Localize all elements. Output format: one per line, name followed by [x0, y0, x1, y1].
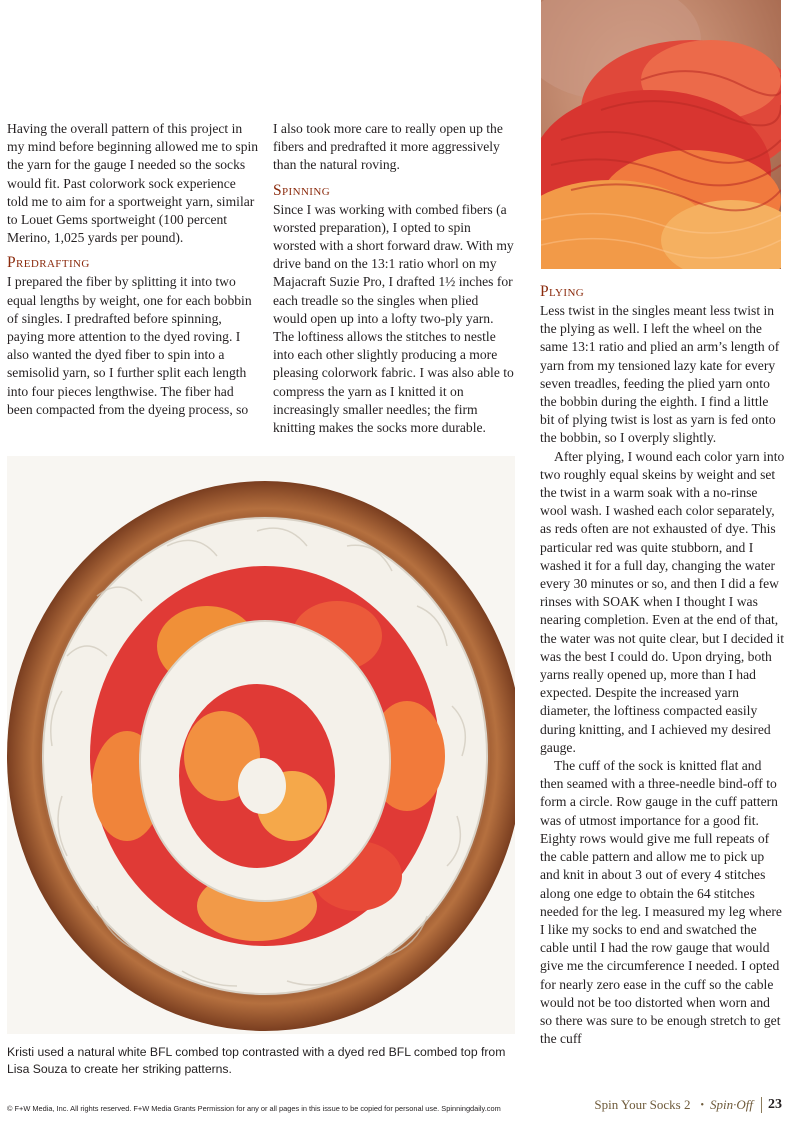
page-number: 23: [761, 1097, 782, 1113]
footer-copyright: © F+W Media, Inc. All rights reserved. F+W Media Grants Permission for any or all pages in this issue to be copied for personal use. Spinningdaily.com: [7, 1104, 501, 1113]
text-column-3: [540, 282, 785, 1048]
predrafting-paragraph: I prepared the fiber by splitting it into two equal lengths by weight, one for each bobbin of singles. I predrafted before spinning, paying more attention to the dyed roving. I also wanted the dyed fiber to spin into a semisolid yarn, so I further split each length into four pieces lengthwise. The fiber had been compacted from the dyeing process, so: [7, 274, 252, 417]
text-column-1: [7, 120, 259, 419]
heading-spinning: Spinning: [273, 181, 331, 199]
yarn-skein-illustration: [541, 0, 781, 269]
plying-paragraph-2: After plying, I wound each color yarn into two roughly equal skeins by weight and set the twist in a warm soak with a no-rinse wool wash. I washed each color separately, as reds often are not exhausted of dye. This particular red was quite stubborn, and I washed it for a full day, changing the water every 30 minutes or so, and then I did a few rinses with SOAK when I thought I was nearing completion. Even at the end of that, the water was not quite clear, but I decided it was the best I could do. Upon drying, both yarns really opened up, more than I had expected. Despite the increased yarn diameter, the loftiness compacted easily during knitting, and I achieved my desired gauge.: [540, 448, 785, 755]
heading-plying: Plying: [540, 283, 585, 300]
predrafting-continuation-paragraph: I also took more care to really open up the fibers and predrafted it more aggressively than the natural roving.: [273, 121, 503, 173]
plying-paragraph-3: The cuff of the sock is knitted flat and then seamed with a three-needle bind-off to form a circle. Row gauge in the cuff pattern was of utmost importance for a good fit. Eighty rows would give me full repeats of the cable pattern and allow me to pick up and knit in about 3 out of every 4 stitches along one edge to obtain the 64 stitches needed for the leg. I measured my leg where I like my socks to end and swatched the cable until I had the row gauge that would give me the circumference I needed. I opted for nearly zero ease in the cuff so the cable would not be too distorted when worn and so there was sure to be enough stretch to get the cuff: [540, 758, 782, 1047]
heading-predrafting: Predrafting: [7, 254, 90, 272]
footer-publication: Spin Your Socks 2: [594, 1097, 691, 1112]
text-column-2: [273, 120, 515, 437]
footer-separator: •: [700, 1099, 705, 1111]
photo-caption: Kristi used a natural white BFL combed top contrasted with a dyed red BFL combed top from Lisa Souza to create her striking patterns.: [7, 1045, 506, 1076]
roving-bowl-photo: [7, 456, 515, 1034]
yarn-skein-photo: [541, 0, 781, 269]
footer-folio: [594, 1097, 782, 1113]
spinning-paragraph: Since I was working with combed fibers (a worsted preparation), I opted to spin worsted with a short forward draw. With my drive band on the 13:1 ratio whorl on my Majacraft Suzie Pro, I drafted 1½ inches for each treadle so the singles when plied would open up into a lofty two-ply yarn. The loftiness allows the stitches to nestle into each other slightly producing a more pleasing colorwork fabric. I was also able to compress the yarn as I knitted it on increasingly smaller needles; the firm knitting makes the socks more durable.: [273, 201, 514, 436]
roving-bowl-illustration: [7, 456, 515, 1034]
footer-magazine: Spin·Off: [710, 1097, 753, 1112]
plying-paragraph-1: Less twist in the singles meant less twist in the plying as well. I left the wheel on the same 13:1 ratio and plied an arm’s length of yarn from my tensioned lazy kate for every seven treadles, feeding the plied yarn onto the bobbin during the eighth. I find a little bit of plying twist is lost as yarn is fed onto the bobbin, so I overply slightly.: [540, 303, 780, 446]
intro-paragraph: Having the overall pattern of this project in my mind before beginning allowed me to spin the yarn for the gauge I needed so the socks would fit. Past colorwork sock experience told me to aim for a sportweight yarn, similar to Louet Gems sportweight (100 percent Merino, 1,025 yards per pound).: [7, 121, 259, 246]
